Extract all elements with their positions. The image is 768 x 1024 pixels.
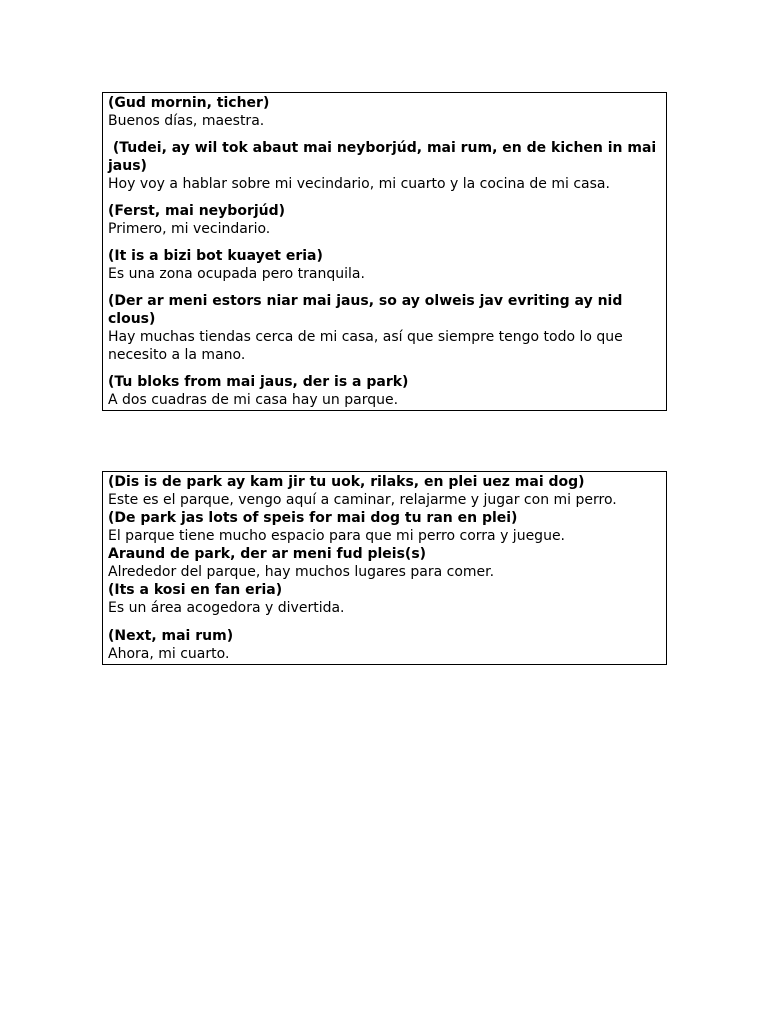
phonetic-line: (Gud mornin, ticher) [108, 95, 270, 111]
phonetic-line: (Tu bloks from mai jaus, der is a park) [108, 374, 409, 390]
phonetic-line: (Next, mai rum) [108, 628, 234, 644]
phonetic-line: (Der ar meni estors niar mai jaus, so ay olweis jav evriting ay nid clous) [108, 293, 623, 327]
spanish-line: Este es el parque, vengo aquí a caminar, relajarme y jugar con mi perro. [108, 492, 617, 508]
spanish-line: Ahora, mi cuarto. [108, 646, 230, 662]
phrase-pair [108, 581, 661, 617]
phrase-pair [108, 373, 661, 409]
spanish-line: Hay muchas tiendas cerca de mi casa, así que siempre tengo todo lo que necesito a la mano. [108, 329, 623, 363]
phonetic-line: Araund de park, der ar meni fud pleis(s) [108, 546, 427, 562]
phonetic-line: (Its a kosi en fan eria) [108, 582, 283, 598]
phrase-pair [108, 292, 661, 364]
phonetic-line: (Dis is de park ay kam jir tu uok, rilaks, en plei uez mai dog) [108, 474, 585, 490]
phonetic-line: (Tudei, ay wil tok abaut mai neyborjúd, mai rum, en de kichen in mai jaus) [108, 140, 662, 174]
phrase-pair [108, 509, 661, 545]
spanish-line: Es un área acogedora y divertida. [108, 600, 345, 616]
phrase-pair [108, 247, 661, 283]
phrase-pair [108, 139, 661, 193]
phrase-pair [108, 545, 661, 581]
phrase-pair [108, 202, 661, 238]
phonetic-line: (Ferst, mai neyborjúd) [108, 203, 286, 219]
spanish-line: Alrededor del parque, hay muchos lugares para comer. [108, 564, 495, 580]
phonetic-line: (De park jas lots of speis for mai dog tu ran en plei) [108, 510, 518, 526]
spanish-line: Primero, mi vecindario. [108, 221, 271, 237]
spanish-line: Hoy voy a hablar sobre mi vecindario, mi cuarto y la cocina de mi casa. [108, 176, 610, 192]
text-box-neighborhood [102, 92, 667, 411]
text-box-park [102, 471, 667, 665]
phrase-pair [108, 473, 661, 509]
spanish-line: El parque tiene mucho espacio para que mi perro corra y juegue. [108, 528, 566, 544]
spanish-line: Buenos días, maestra. [108, 113, 265, 129]
phonetic-line: (It is a bizi bot kuayet eria) [108, 248, 323, 264]
phrase-pair [108, 627, 661, 663]
phrase-pair [108, 94, 661, 130]
spanish-line: A dos cuadras de mi casa hay un parque. [108, 392, 399, 408]
spanish-line: Es una zona ocupada pero tranquila. [108, 266, 365, 282]
